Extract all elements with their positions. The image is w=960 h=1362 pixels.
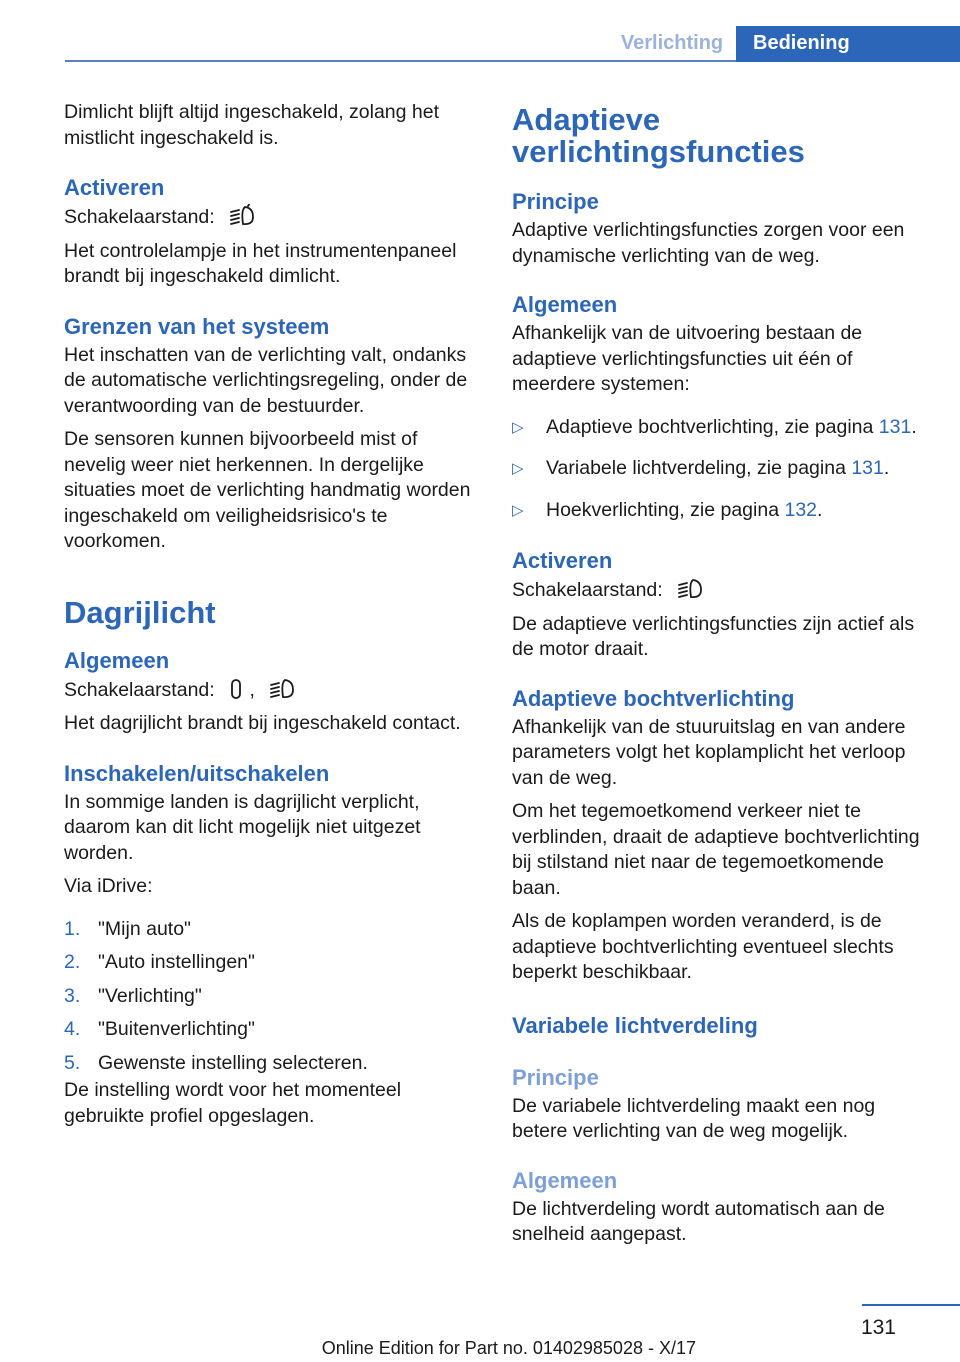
step-number: 4.	[64, 1018, 81, 1040]
schakelaarstand-line-3	[512, 577, 930, 604]
via-idrive-label: Via iDrive:	[64, 875, 153, 897]
list-item	[512, 415, 930, 441]
heading-principe: Principe	[512, 189, 599, 214]
bocht-paragraph-3: Als de koplampen worden veranderd, is de adaptieve bochtverlichting eventueel slechts beperkt beschikbaar.	[512, 910, 894, 983]
right-column	[512, 104, 930, 1248]
footer-rule	[862, 1304, 960, 1306]
step-text: "Auto instellingen"	[98, 951, 255, 973]
tab-bediening[interactable]: Bediening	[736, 26, 960, 62]
step-number: 1.	[64, 917, 81, 940]
heading-adaptieve: Adaptieve verlichtingsfuncties	[512, 102, 805, 169]
bullet-triangle-icon: ▷	[512, 418, 524, 436]
list-item	[512, 498, 930, 524]
schakelaarstand-label: Schakelaarstand:	[64, 206, 215, 228]
list-item	[512, 456, 930, 482]
bullet-label: Variabele lichtverdeling, zie pagina	[546, 457, 852, 479]
heading-algemeen-2: Algemeen	[512, 1167, 618, 1193]
systems-list	[512, 415, 930, 524]
heading-dagrijlicht: Dagrijlicht	[64, 594, 216, 630]
step-text: "Verlichting"	[98, 984, 202, 1007]
intro-paragraph: Dimlicht blijft altijd ingeschakeld, zolang het mistlicht ingeschakeld is.	[64, 101, 440, 149]
comma-separator: ,	[249, 678, 255, 701]
variabele-paragraph: De variabele lichtverdeling maakt een nog betere verlichting van de weg mogelijk.	[512, 1094, 876, 1142]
list-item	[64, 950, 482, 976]
grenzen-paragraph-2: De sensoren kunnen bijvoorbeeld mist of nevelig weer niet herkennen. In dergelijke situaties moet de verlichting handmatig worden ingeschakeld om veiligheidsrisico's te voorkomen.	[64, 428, 471, 552]
switch-off-icon	[228, 677, 244, 701]
grenzen-paragraph-1: Het inschatten van de verlichting valt, ondanks de automatische verlichtingsregeling, onder de verantwoording van de bestuurder.	[64, 343, 468, 417]
step-text: Gewenste instelling selecteren.	[98, 1051, 368, 1074]
heading-algemeen-right: Algemeen	[512, 292, 618, 317]
bullet-text	[546, 498, 822, 524]
list-item	[64, 984, 482, 1010]
algemeen-2-paragraph: De lichtverdeling wordt automatisch aan de snelheid aangepast.	[512, 1197, 885, 1245]
tab-verlichting[interactable]: Verlichting	[620, 32, 724, 54]
list-item	[64, 1017, 482, 1043]
step-text: "Buitenverlichting"	[98, 1018, 255, 1040]
step-number: 2.	[64, 951, 81, 973]
heading-activeren: Activeren	[64, 175, 165, 200]
bullet-end: .	[883, 457, 890, 479]
algemeen-paragraph: Afhankelijk van de uitvoering bestaan de adaptieve verlichtingsfuncties uit één of meerdere systemen:	[512, 322, 863, 395]
left-column	[64, 100, 482, 1129]
list-item	[64, 1051, 482, 1077]
idrive-steps-list	[64, 917, 482, 1077]
heading-activeren-right: Activeren	[512, 548, 613, 573]
bullet-label: Adaptieve bochtverlichting, zie pagina	[546, 415, 879, 438]
step-text: "Mijn auto"	[98, 917, 191, 940]
page-number: 131	[860, 1316, 896, 1339]
bullet-text	[546, 415, 917, 441]
bullet-triangle-icon: ▷	[512, 460, 524, 477]
principe-paragraph: Adaptive verlichtingsfuncties zorgen voor een dynamische verlichting van de weg.	[512, 219, 905, 267]
step-number: 3.	[64, 984, 81, 1007]
schakelaarstand-line	[64, 204, 482, 231]
schakelaarstand-line-2	[64, 677, 482, 704]
bullet-triangle-icon: ▷	[512, 501, 524, 519]
bocht-paragraph-1: Afhankelijk van de stuuruitslag en van andere parameters volgt het koplamplicht het verloop van de weg.	[512, 715, 906, 789]
edition-text: Online Edition for Part no. 01402985028 - X/17	[321, 1338, 696, 1358]
bocht-paragraph-2: Om het tegemoetkomend verkeer niet te verblinden, draait de adaptieve bochtverlichting bij stilstand niet naar de tegemoetkomende baan.	[512, 800, 920, 899]
bullet-end: .	[911, 415, 917, 438]
auto-light-switch-icon	[268, 677, 298, 701]
schakelaarstand-label-3: Schakelaarstand:	[512, 579, 663, 601]
schakelaarstand-label-2: Schakelaarstand:	[64, 678, 215, 701]
bullet-label: Hoekverlichting, zie pagina	[546, 498, 785, 521]
step-number: 5.	[64, 1051, 81, 1074]
opgeslagen-paragraph: De instelling wordt voor het momenteel gebruikte profiel opgeslagen.	[64, 1079, 402, 1127]
heading-variabele: Variabele lichtverdeling	[512, 1012, 758, 1038]
page-link[interactable]: 132	[784, 498, 818, 521]
controlelampje-paragraph: Het controlelampje in het instrumentenpaneel brandt bij ingeschakeld dimlicht.	[64, 239, 457, 287]
auto-light-switch-icon	[228, 204, 258, 228]
dagrijlicht-brandt-paragraph: Het dagrijlicht brandt bij ingeschakeld contact.	[64, 712, 461, 734]
auto-light-switch-icon	[676, 577, 706, 601]
page-link[interactable]: 131	[878, 415, 912, 438]
bullet-text	[546, 456, 889, 482]
heading-algemeen-left: Algemeen	[64, 647, 170, 673]
heading-principe-2: Principe	[512, 1064, 599, 1090]
list-item	[64, 917, 482, 943]
page-link[interactable]: 131	[851, 457, 884, 479]
heading-grenzen: Grenzen van het systeem	[64, 313, 330, 339]
bullet-end: .	[817, 498, 823, 521]
actief-paragraph: De adaptieve verlichtingsfuncties zijn actief als de motor draait.	[512, 612, 915, 660]
heading-bochtverlichting: Adaptieve bochtverlichting	[512, 685, 795, 711]
heading-inschakelen: Inschakelen/uitschakelen	[64, 760, 330, 786]
inschakelen-paragraph: In sommige landen is dagrijlicht verplicht, daarom kan dit licht mogelijk niet uitgezet worden.	[64, 790, 421, 864]
